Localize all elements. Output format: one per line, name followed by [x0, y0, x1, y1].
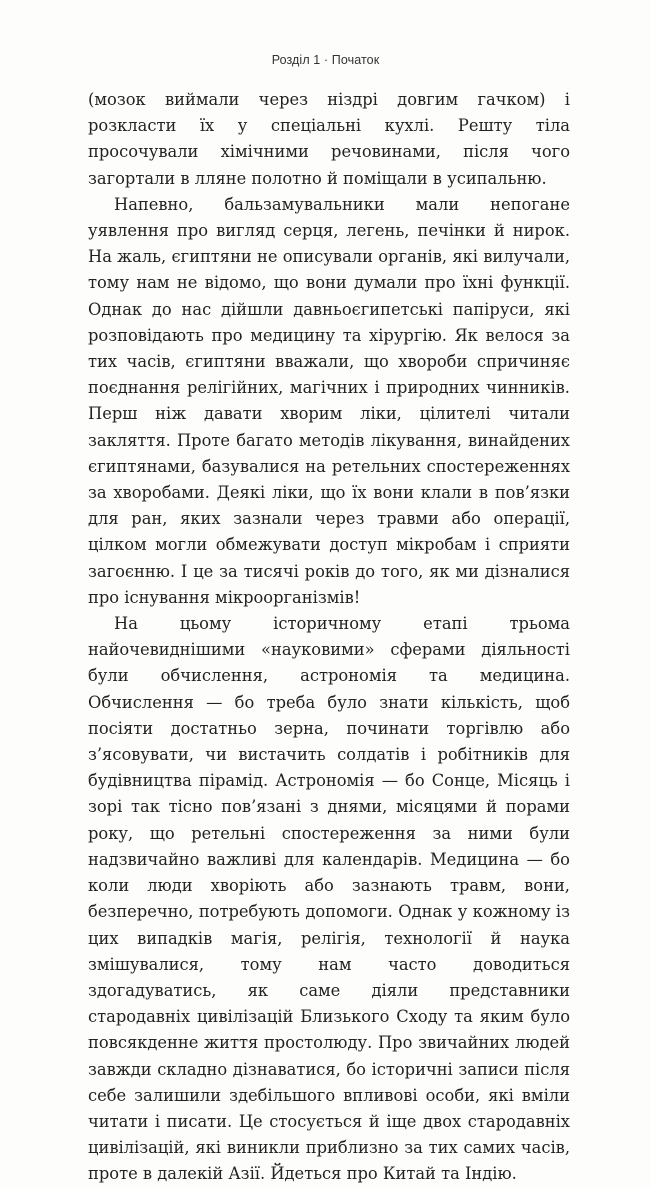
body-text [88, 87, 570, 1188]
paragraph-embalmers: Напевно, бальзамувальники мали непогане уявлення про вигляд серця, легень, печінки й нирок. На жаль, єгиптяни не описували органів, які вилучали, тому нам не відомо, що вони думали про їхні функції. Однак до нас дійшли давньоєгипетські папіруси, які розповідають про медицину та хірургію. Як велося за тих часів, єгиптяни вважали, що хвороби спричиняє поєднання релігійних, магічних і природних чинників. Перш ніж давати хворим ліки, цілителі читали закляття. Проте багато методів лікування, винайдених єгиптянами, базувалися на ретельних спостереженнях за хворобами. Деякі ліки, що їх вони клали в пов’язки для ран, яких зазнали через травми або операції, цілком могли обмежувати доступ мікробам і сприяти загоєнню. І це за тисячі років до того, як ми дізналися про існування мікроорганізмів! [88, 194, 570, 607]
paragraph-sciences: На цьому історичному етапі трьома найочевиднішими «науковими» сферами діяльності були обчислення, астрономія та медицина. Обчислення — бо треба було знати кількість, щоб посіяти достатньо зерна, починати торгівлю або з’ясовувати, чи вистачить солдатів і робітників для будівництва пірамід. Астрономія — бо Сонце, Місяць і зорі так тісно пов’язані з днями, місяцями й порами року, що ретельні спостереження за ними були надзвичайно важливі для календарів. Медицина — бо коли люди хворіють або зазнають травм, вони, безперечно, потребують допомоги. Однак у кожному із цих випадків магія, релігія, технології й наука змішувалися, тому нам часто доводиться здогадуватись, як саме діяли представники стародавніх цивілізацій Близького Сходу та яким було повсякденне життя простолюду. Про звичайних людей завжди складно дізнаватися, бо історичні записи після себе залишили здебільшого впливові особи, які вміли читати і писати. Це стосується й іще двох стародавніх цивілізацій, які виникли приблизно за тих самих часів, проте в далекій Азії. Йдеться про Китай та Індію. [88, 614, 570, 1184]
running-header: Розділ 1 · Початок [271, 53, 380, 67]
paragraph-continuation: (мозок виймали через ніздрі довгим гачком) і розкласти їх у спеціальні кухлі. Решту тіла просочували хімічними речовинами, після чого загортали в лляне полотно й поміщали в усипальню. [88, 90, 570, 188]
